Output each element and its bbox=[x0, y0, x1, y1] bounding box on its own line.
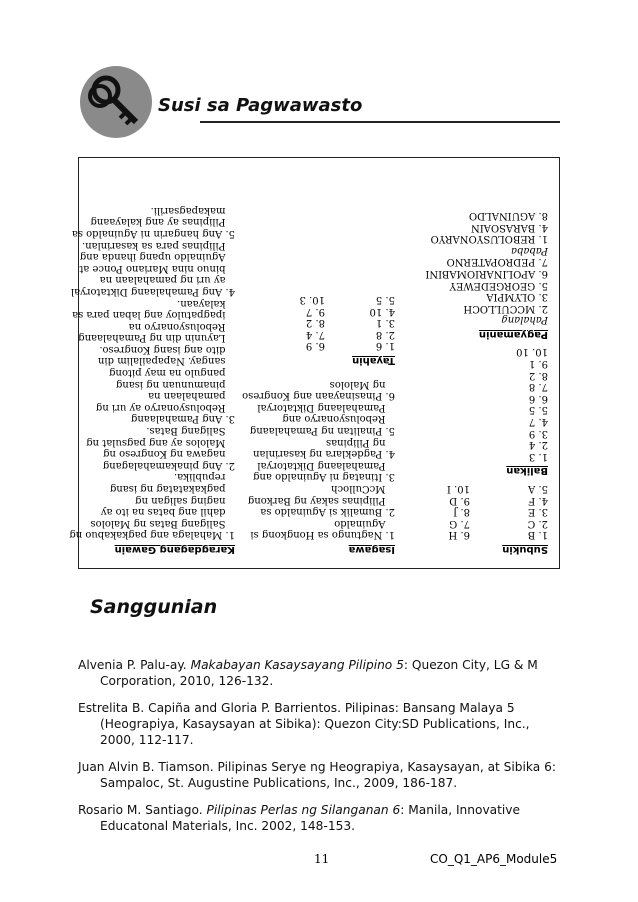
balikan-answer: 6. 6 bbox=[528, 392, 548, 404]
subukin-left-list bbox=[470, 482, 548, 540]
tayahin-answer: 4. 10 bbox=[369, 305, 395, 317]
tayahin-answer: 6. 9 bbox=[305, 340, 325, 352]
balikan-answer: 7. 8 bbox=[528, 381, 548, 393]
title-underline bbox=[200, 121, 560, 123]
karagdagang-gawain-heading: Karagdagang Gawain bbox=[114, 544, 235, 555]
tayahin-answer: 5. 5 bbox=[375, 294, 395, 306]
karagdagang-gawain-answer: Malolos ay ang pagsulat ng bbox=[86, 436, 235, 448]
key-icon-badge bbox=[80, 66, 152, 138]
tayahin-left-list bbox=[325, 294, 395, 352]
isagawa-answer: 4. Pagdeklara ng kasarinlan bbox=[253, 448, 395, 460]
karagdagang-gawain-list bbox=[69, 204, 235, 541]
tayahin-answer: 3. 1 bbox=[375, 317, 395, 329]
karagdagang-gawain-answer: kalayaan. bbox=[177, 297, 235, 309]
reference-item: Alvenia P. Palu-ay. Makabayan Kasaysayang Pilipino 5: Quezon City, LG & M Corporation, 2010, 126-132. bbox=[78, 658, 538, 688]
references-list bbox=[78, 657, 564, 845]
isagawa-answer: Rebolusyonaryo ang bbox=[282, 413, 395, 425]
pahalang-answer: 5. GEORGEDEWEY bbox=[449, 279, 548, 291]
subukin-answer: 1. B bbox=[527, 529, 548, 541]
pahalang-list bbox=[418, 256, 548, 314]
karagdagang-gawain-answer: dahil ang batas na ito ay bbox=[100, 506, 235, 518]
karagdagang-gawain-answer: 3. Ang Pamahalaang bbox=[130, 413, 235, 425]
balikan-answer: 4. 7 bbox=[528, 416, 548, 428]
karagdagang-gawain-answer: Saligang Batas. bbox=[146, 425, 235, 437]
tayahin-answer: 10. 3 bbox=[299, 294, 325, 306]
karagdagang-gawain-answer: naging saligan ng bbox=[135, 494, 235, 506]
karagdagang-gawain-answer: 1. Mahalaga ang pagkakabuo ng bbox=[69, 529, 235, 541]
subukin-answer: 9. D bbox=[449, 494, 470, 506]
karagdagang-gawain-answer: Saligang Batas ng Malolos bbox=[90, 517, 235, 529]
pagyamanin-heading: Pagyamanin bbox=[478, 328, 548, 340]
isagawa-answer: 2. Bumalik si Aguinaldo sa bbox=[260, 506, 395, 518]
karagdagang-gawain-answer: republika. bbox=[173, 471, 235, 483]
subukin-answer: 5. A bbox=[528, 483, 548, 495]
page-title: Susi sa Pagwawasto bbox=[158, 95, 363, 116]
subukin-answer: 2. C bbox=[527, 517, 548, 529]
pahalang-answer: 6. APOLINARIOMABINI bbox=[425, 267, 548, 279]
karagdagang-gawain-answer: 2. Ang pinakamahalagang bbox=[102, 459, 235, 471]
isagawa-answer: Pilipinas sakay ng Barkong bbox=[247, 494, 395, 506]
isagawa-heading: Isagawa bbox=[348, 544, 395, 555]
isagawa-answer: ng Pilipinas bbox=[325, 436, 395, 448]
karagdagang-gawain-answer: pagkakatatag ng isang bbox=[109, 483, 235, 495]
balikan-answer: 8. 2 bbox=[528, 369, 548, 381]
karagdagang-gawain-answer: Aguinaldo upang ihanda ang bbox=[79, 251, 235, 263]
karagdagang-gawain-answer: Pilipinas para sa kasarinlan. bbox=[81, 239, 235, 251]
balikan-heading: Balikan bbox=[506, 465, 548, 477]
tayahin-answer: 7. 4 bbox=[305, 328, 325, 340]
isagawa-answer: 3. Itinatag ni Aguinaldo ang bbox=[253, 471, 395, 483]
isagawa-answer: 6. Pinasinayaan ang Kongreso bbox=[242, 390, 395, 402]
balikan-answer: 1. 3 bbox=[528, 450, 548, 462]
tayahin-answer: 1. 6 bbox=[375, 340, 395, 352]
subukin-answer: 8. J bbox=[453, 506, 470, 518]
pababa-label: Pababa bbox=[511, 244, 548, 256]
karagdagang-gawain-answer: ay uri ng pamahalaan na bbox=[99, 274, 235, 286]
isagawa-answer: McCulloch bbox=[331, 483, 395, 495]
tayahin-answer: 9. 7 bbox=[305, 305, 325, 317]
isagawa-answer: Aguinaldo bbox=[334, 517, 395, 529]
pababa-list bbox=[418, 209, 548, 244]
isagawa-answer: ng Malolos bbox=[329, 378, 395, 390]
isagawa-answer: 1. Nagtungo sa Hongkong si bbox=[250, 529, 395, 541]
key-icon bbox=[80, 66, 152, 138]
page-number: 11 bbox=[314, 852, 330, 866]
module-code: CO_Q1_AP6_Module5 bbox=[430, 852, 558, 866]
section-title: Sanggunian bbox=[90, 596, 218, 618]
tayahin-answer: 8. 2 bbox=[305, 317, 325, 329]
reference-item: Rosario M. Santiago. Pilipinas Perlas ng Silanganan 6: Manila, Innovative Educatonal Materials, Inc. 2002, 148-153. bbox=[78, 803, 520, 833]
pahalang-answer: 2. MCCULLOCH bbox=[463, 302, 548, 314]
subukin-heading: Subukin bbox=[502, 544, 548, 555]
karagdagang-gawain-answer: makapagsarili. bbox=[150, 204, 235, 216]
karagdagang-gawain-answer: 5. Ang hangarin ni Aguinaldo sa bbox=[71, 227, 235, 239]
karagdagang-gawain-answer: Rebolusyonaryo na bbox=[128, 320, 235, 332]
subukin-answer: 7. G bbox=[449, 517, 470, 529]
tayahin-answer: 2. 8 bbox=[375, 328, 395, 340]
subukin-section bbox=[418, 209, 548, 555]
pababa-answer: 8. AGUINALDO bbox=[468, 209, 548, 221]
isagawa-answer: Pamahalaang Diktatoryal bbox=[257, 401, 395, 413]
balikan-answer: 10. 10 bbox=[516, 346, 548, 358]
balikan-answer: 9. 1 bbox=[528, 358, 548, 370]
reference-item: Juan Alvin B. Tiamson. Pilipinas Serye ng Heograpiya, Kasaysayan, at Sibika 6: Sampaloc, St. Augustine Publications, Inc., 2009, 186-187. bbox=[78, 760, 556, 790]
isagawa-section bbox=[235, 294, 395, 555]
karagdagang-gawain-answer: nagawa ng Kongreso ng bbox=[103, 448, 235, 460]
balikan-answer: 5. 5 bbox=[528, 404, 548, 416]
isagawa-answer: 5. Pinalitan ng Pamahalaang bbox=[249, 425, 395, 437]
pahalang-answer: 3. OLYMPIA bbox=[486, 291, 548, 303]
karagdagang-gawain-answer: pinamunuan ng isang bbox=[115, 378, 235, 390]
karagdagang-gawain-answer: binuo nina Mariano Ponce at bbox=[79, 262, 235, 274]
karagdagang-gawain-answer: Rebolusyonaryo ay uri ng bbox=[95, 401, 235, 413]
pababa-answer: 1. REBOLUSYONARYO bbox=[430, 233, 548, 245]
karagdagang-gawain-answer: 4. Ang Pamahalaang Diktatoryal bbox=[70, 285, 235, 297]
balikan-answer: 3. 9 bbox=[528, 427, 548, 439]
karagdagang-gawain-answer: Layunin din ng Pamahalaang bbox=[78, 332, 235, 344]
pababa-answer: 4. BARASOAIN bbox=[470, 221, 548, 233]
subukin-right-list bbox=[447, 482, 470, 540]
karagdagang-gawain-answer: pamahalaan na bbox=[148, 390, 235, 402]
tayahin-heading: Tayahin bbox=[352, 355, 395, 367]
karagdagang-gawain-answer: sangay. Napapailalim din bbox=[97, 355, 235, 367]
tayahin-right-list bbox=[300, 294, 325, 352]
karagdagang-gawain-answer: Pilipinas ay ang kalayaang bbox=[90, 216, 235, 228]
answer-key-content bbox=[69, 157, 560, 569]
isagawa-answer: Pamahalaang Diktatoryal bbox=[257, 459, 395, 471]
balikan-answer: 2. 4 bbox=[528, 439, 548, 451]
subukin-answer: 10. I bbox=[446, 483, 470, 495]
karagdagang-gawain-answer: ipagpatuloy ang laban para sa bbox=[72, 309, 235, 321]
pahalang-label: Pahalang bbox=[501, 314, 548, 326]
isagawa-list bbox=[235, 378, 395, 540]
balikan-list bbox=[418, 346, 548, 462]
karagdagang-gawain-answer: pangulo na may pitong bbox=[109, 367, 235, 379]
karagdagang-gawain-section bbox=[69, 204, 235, 555]
subukin-answer: 4. F bbox=[528, 494, 548, 506]
subukin-answer: 6. H bbox=[448, 529, 470, 541]
pahalang-answer: 7. PEDROPATERNO bbox=[446, 256, 548, 268]
reference-item: Estrelita B. Capiña and Gloria P. Barrientos. Pilipinas: Bansang Malaya 5 (Heograpiya, Kasaysayan at Sibika): Quezon City:SD Publications, Inc., 2000, 112-117. bbox=[78, 701, 530, 747]
karagdagang-gawain-answer: dito ang isang Kongreso. bbox=[99, 343, 235, 355]
subukin-answer: 3. E bbox=[527, 506, 548, 518]
